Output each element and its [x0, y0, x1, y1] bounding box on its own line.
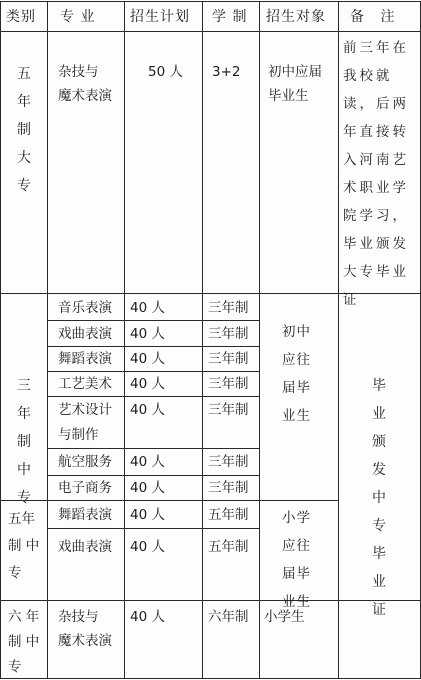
plan-value: 40 人 — [130, 609, 165, 625]
target-value: 小学生 — [264, 609, 305, 625]
column-divider — [338, 1, 339, 679]
header-major: 专 业 — [60, 9, 96, 25]
column-divider — [124, 1, 125, 679]
major-cell: 戏曲表演 — [58, 539, 112, 555]
table-border-bottom — [0, 678, 421, 679]
section-divider — [0, 500, 338, 501]
column-divider — [47, 1, 48, 679]
row-divider — [47, 528, 259, 529]
plan-cell: 40 人 — [130, 454, 165, 470]
notes-secondary: 毕业颁发中专毕业证 — [372, 378, 386, 618]
category-line: 制 中 — [8, 634, 40, 650]
category-three-year-secondary: 三年制中专 — [17, 378, 31, 506]
major-line: 杂技与 — [58, 609, 99, 625]
plan-cell: 40 人 — [130, 539, 165, 555]
duration-cell: 三年制 — [208, 376, 249, 392]
major-line: 魔术表演 — [58, 88, 112, 104]
major-cell: 舞蹈表演 — [58, 351, 112, 367]
duration-cell: 三年制 — [208, 351, 249, 367]
plan-cell: 40 人 — [130, 480, 165, 496]
plan-cell: 40 人 — [130, 326, 165, 342]
plan-value: 50 人 — [148, 64, 183, 80]
duration-cell: 三年制 — [208, 300, 249, 316]
duration-cell: 五年制 — [208, 507, 249, 523]
major-line: 杂技与 — [58, 64, 99, 80]
target-line: 毕业生 — [268, 88, 309, 104]
duration-value: 六年制 — [208, 609, 249, 625]
header-target: 招生对象 — [266, 9, 326, 25]
target-line: 初中应届 — [268, 64, 322, 80]
category-line: 六 年 — [8, 609, 40, 625]
major-cell: 工艺美术 — [58, 376, 112, 392]
major-cell: 航空服务 — [58, 454, 112, 470]
duration-cell: 三年制 — [208, 454, 249, 470]
major-cell: 电子商务 — [58, 480, 112, 496]
header-divider — [0, 31, 421, 32]
category-line: 五年 — [8, 511, 35, 527]
duration-cell: 五年制 — [208, 539, 249, 555]
target-five-year-secondary: 小学应往届毕业生 — [282, 510, 311, 610]
notes-five-year-college: 前三年在我校就读，后两年直接转入河南艺术职业学院学习，毕业颁发大专毕业证 — [343, 40, 409, 308]
category-line: 制 中 — [8, 538, 40, 554]
table-border-top — [0, 1, 421, 2]
major-cell: 与制作 — [58, 427, 99, 443]
duration-value: 3+2 — [212, 64, 241, 80]
duration-cell: 三年制 — [208, 402, 249, 418]
category-line: 专 — [8, 659, 22, 675]
plan-cell: 40 人 — [130, 351, 165, 367]
section-divider — [0, 600, 421, 601]
major-cell: 舞蹈表演 — [58, 507, 112, 523]
header-plan: 招生计划 — [130, 9, 190, 25]
plan-cell: 40 人 — [130, 402, 165, 418]
header-duration: 学 制 — [212, 9, 248, 25]
column-divider — [202, 1, 203, 679]
table-border-left — [0, 1, 1, 679]
category-line: 专 — [8, 565, 22, 581]
major-cell: 音乐表演 — [58, 300, 112, 316]
major-cell: 戏曲表演 — [58, 326, 112, 342]
duration-cell: 三年制 — [208, 480, 249, 496]
target-three-year-secondary: 初中应往届毕业生 — [282, 324, 311, 424]
category-five-year-college: 五年制大专 — [17, 66, 31, 194]
major-line: 魔术表演 — [58, 633, 112, 649]
major-cell: 艺术设计 — [58, 402, 112, 418]
header-notes: 备 注 — [350, 9, 401, 25]
column-divider — [259, 1, 260, 679]
plan-cell: 40 人 — [130, 300, 165, 316]
plan-cell: 40 人 — [130, 507, 165, 523]
duration-cell: 三年制 — [208, 326, 249, 342]
header-category: 类别 — [6, 9, 36, 25]
plan-cell: 40 人 — [130, 376, 165, 392]
